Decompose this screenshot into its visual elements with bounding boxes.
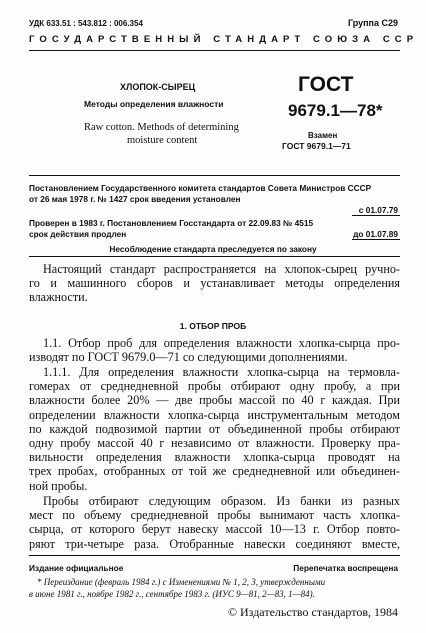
intro-line: го и машинного сборов и устанавливает методы определения	[29, 276, 400, 291]
paragraph-sampling	[29, 494, 400, 551]
ru-subtitle: Методы определения влажности	[84, 99, 224, 109]
udk-code: УДК 633.51 : 543.812 : 006.354	[29, 19, 143, 28]
text-line: сырца, от которого берут навеску массой 10—13 г. Отбор повто-	[29, 522, 400, 537]
text-line: одну пробу массой 40 г независимо от влажности. Проверку пра-	[29, 436, 400, 451]
text-line: вильности определения влажности хлопка-сырца проводят на	[29, 450, 400, 465]
text-line: определении влажности хлопка-сырца инструментальным методом	[29, 407, 400, 422]
reissue-note-line2: в июне 1981 г., ноябре 1982 г., сентябре 1983 г. (ИУС 9—81, 2—83, 1—84).	[29, 589, 315, 599]
text-line: трех пробах, отобранных от той же среднедневной или объединен-	[29, 464, 400, 479]
group-code: Группа С29	[347, 18, 398, 28]
decree-rule	[29, 256, 400, 257]
text-line: 1.1. Отбор проб для определения влажности хлопка-сырца про-	[43, 336, 400, 350]
replaces-label: Взамен	[308, 131, 338, 140]
section-heading: 1. ОТБОР ПРОБ	[179, 321, 247, 331]
check-line1: Проверен в 1983 г. Постановлением Госстандарта от 22.09.83 № 4515	[29, 218, 314, 228]
en-title-line2: moisture content	[127, 135, 198, 146]
gost-label: ГОСТ	[298, 73, 354, 96]
copyright: © Издательство стандартов, 1984	[227, 605, 398, 619]
replaces-value: ГОСТ 9679.1—71	[282, 141, 351, 151]
state-standard-banner: ГОСУДАРСТВЕННЫЙ СТАНДАРТ СОЮЗА ССР	[29, 34, 419, 45]
text-line: мест по объему среднедневной пробы вынимают часть хлопка-	[29, 508, 400, 523]
check-line2: срок действия продлен	[29, 229, 127, 239]
text-line: ряют три-четыре раза. Отобранные навески соединяют вместе,	[29, 536, 400, 551]
legal-warning: Несоблюдение стандарта преследуется по закону	[109, 244, 317, 254]
text-line: ной пробы.	[29, 478, 88, 493]
effective-underline	[352, 215, 400, 216]
paragraph-1-1-1	[29, 365, 400, 493]
ru-title: ХЛОПОК-СЫРЕЦ	[120, 82, 196, 92]
official-edition: Издание официальное	[29, 563, 124, 573]
effective-date: с 01.07.79	[358, 205, 398, 215]
reprint-prohibited: Перепечатка воспрещена	[293, 563, 398, 573]
intro-line: влажности.	[29, 290, 88, 305]
en-title-line1: Raw cotton. Methods of determining	[84, 122, 239, 133]
extended-underline	[352, 239, 400, 240]
text-line: по каждой подвозимой партии от объединенной пробы отбирают	[29, 421, 400, 436]
text-line: Пробы отбирают следующим образом. Из банки из разных	[43, 494, 400, 508]
extended-date: до 01.07.89	[353, 229, 398, 239]
intro-paragraph	[29, 262, 400, 305]
decree-line2: от 26 мая 1978 г. № 1427 срок введения установлен	[29, 194, 241, 204]
title-rule	[29, 175, 400, 176]
text-line: гомерах от среднедневной пробы отбирают одну пробу, а при	[29, 379, 400, 394]
text-line: влажности более 20% — две пробы массой по 40 г каждая. При	[29, 393, 400, 408]
footer-rule	[29, 555, 400, 556]
gost-number: 9679.1—78*	[288, 101, 383, 120]
text-line: 1.1.1. Для определения влажности хлопка-сырца на термовла-	[43, 365, 400, 379]
intro-line: Настоящий стандарт распространяется на хлопок-сырец ручно-	[43, 262, 400, 276]
header-rule	[29, 50, 400, 51]
reissue-note-line1: * Переиздание (февраль 1984 г.) с Изменениями № 1, 2, 3, утвержденными	[37, 577, 326, 587]
text-line: изводят по ГОСТ 9679.0—71 со следующими дополнениями.	[29, 350, 348, 365]
paragraph-1-1	[29, 336, 400, 364]
decree-line1: Постановлением Государственного комитета стандартов Совета Министров СССР	[29, 183, 372, 193]
